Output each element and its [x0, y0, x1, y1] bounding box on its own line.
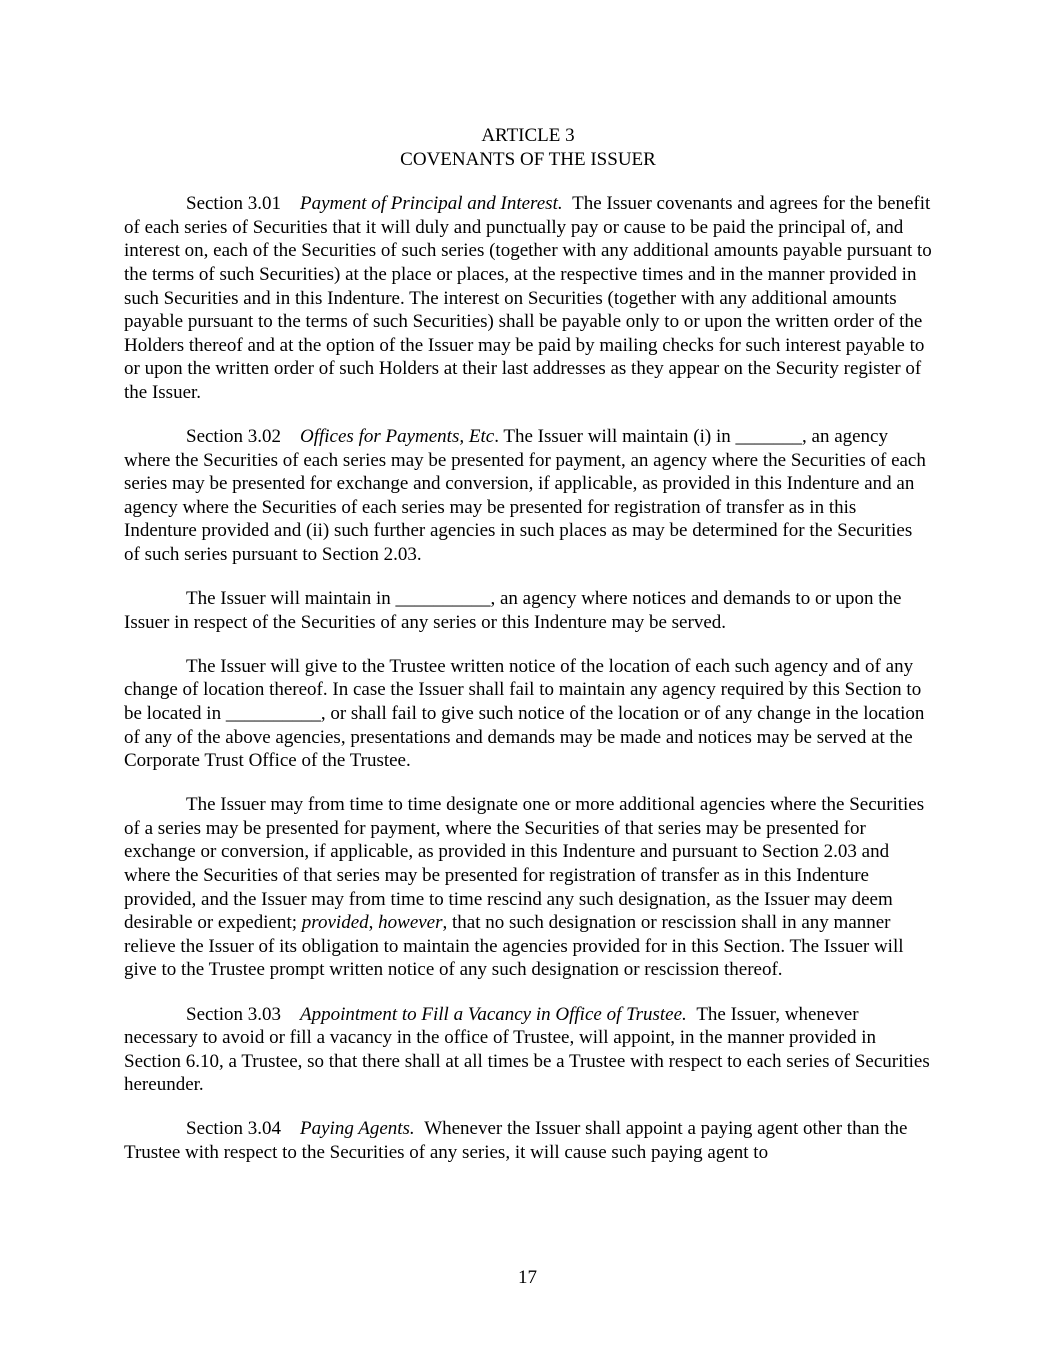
- paragraph-text-continued: , that no such designation or rescission shall in any manner relieve the Issuer of its obligation to maintain the agencies provided for in this Section. The Issuer will give to the Trustee prompt written notice of any such designation or rescission thereof.: [124, 912, 904, 981]
- section-title: Appointment to Fill a Vacancy in Office of Trustee.: [300, 1003, 687, 1025]
- section-number: Section 3.01: [186, 193, 281, 215]
- article-title: COVENANTS OF THE ISSUER: [400, 148, 656, 170]
- article-heading: [124, 124, 932, 171]
- section-3-02-agency-location-paragraph: The Issuer will give to the Trustee written notice of the location of each such agency and of any change of location thereof. In case the Issuer shall fail to maintain any agency required by this Section to be located in __________, or shall fail to give such notice of the location or of any change in the location of any of the above agencies, presentations and demands may be made and notices may be served at the Corporate Trust Office of the Trustee.: [124, 655, 925, 772]
- section-3-01-paragraph: [124, 192, 932, 404]
- document-body: [124, 124, 932, 1165]
- section-text: The Issuer, whenever necessary to avoid or fill a vacancy in the office of Trustee, will appoint, in the manner provided in Section 6.10, a Trustee, so that there shall at all times be a Trustee with respect to each series of Securities hereunder.: [124, 1003, 930, 1096]
- section-3-03-paragraph: [124, 1003, 932, 1097]
- section-title: Offices for Payments, Etc: [300, 426, 495, 448]
- section-title: Payment of Principal and Interest.: [300, 193, 563, 215]
- article-number: ARTICLE 3: [481, 125, 575, 146]
- section-number: Section 3.03: [186, 1003, 281, 1025]
- section-number: Section 3.04: [186, 1118, 281, 1140]
- paragraph-text: The Issuer may from time to time designate one or more additional agencies where the Securities of a series may be presented for payment, where the Securities of that series may be presented for exchange or conversion, if applicable, as provided in this Indenture and pursuant to Section 2.03 and where the Securities of that series may be presented for registration of transfer as in this Indenture provided, and the Issuer may from time to time rescind any such designation, as the Issuer may deem desirable or expedient;: [124, 794, 925, 934]
- section-text: Whenever the Issuer shall appoint a paying agent other than the Trustee with respect to the Securities of any series, it will cause such paying agent to: [124, 1118, 908, 1163]
- section-text: The Issuer covenants and agrees for the benefit of each series of Securities that it will duly and punctually pay or cause to be paid the principal of, and interest on, each of the Securities of such series (together with any additional amounts payable pursuant to the terms of such Securities) at the place or places, at the respective times and in the manner provided in such Securities and in this Indenture. The interest on Securities (together with any additional amounts payable pursuant to the terms of such Securities) shall be payable only to or upon the written order of the Holders thereof and at the option of the Issuer may be paid by mailing checks for such interest payable to or upon the written order of such Holders at their last addresses as they appear on the Security register of the Issuer.: [124, 193, 932, 403]
- provided-emphasis: provided: [301, 912, 369, 934]
- page-number: 17: [518, 1267, 537, 1288]
- section-3-02-paragraph: [124, 425, 932, 567]
- however-emphasis: however: [378, 912, 443, 934]
- section-number: Section 3.02: [186, 426, 281, 448]
- section-3-02-agency-notices-paragraph: The Issuer will maintain in __________, an agency where notices and demands to or upon the Issuer in respect of the Securities of any series or this Indenture may be served.: [124, 588, 902, 633]
- section-3-04-paragraph: [124, 1117, 932, 1164]
- section-title: Paying Agents.: [300, 1118, 415, 1140]
- section-3-02-additional-agencies-paragraph: [124, 793, 932, 982]
- section-text: . The Issuer will maintain (i) in _______, an agency where the Securities of each series may be presented for payment, an agency where the Securities of each series may be presented for exchange and conversion, if applicable, as provided in this Indenture and an agency where the Securities of each series may be presented for registration of transfer as in this Indenture provided and (ii) such further agencies in such places as may be determined for the Securities of such series pursuant to Section 2.03.: [124, 426, 926, 565]
- comma: ,: [368, 912, 379, 934]
